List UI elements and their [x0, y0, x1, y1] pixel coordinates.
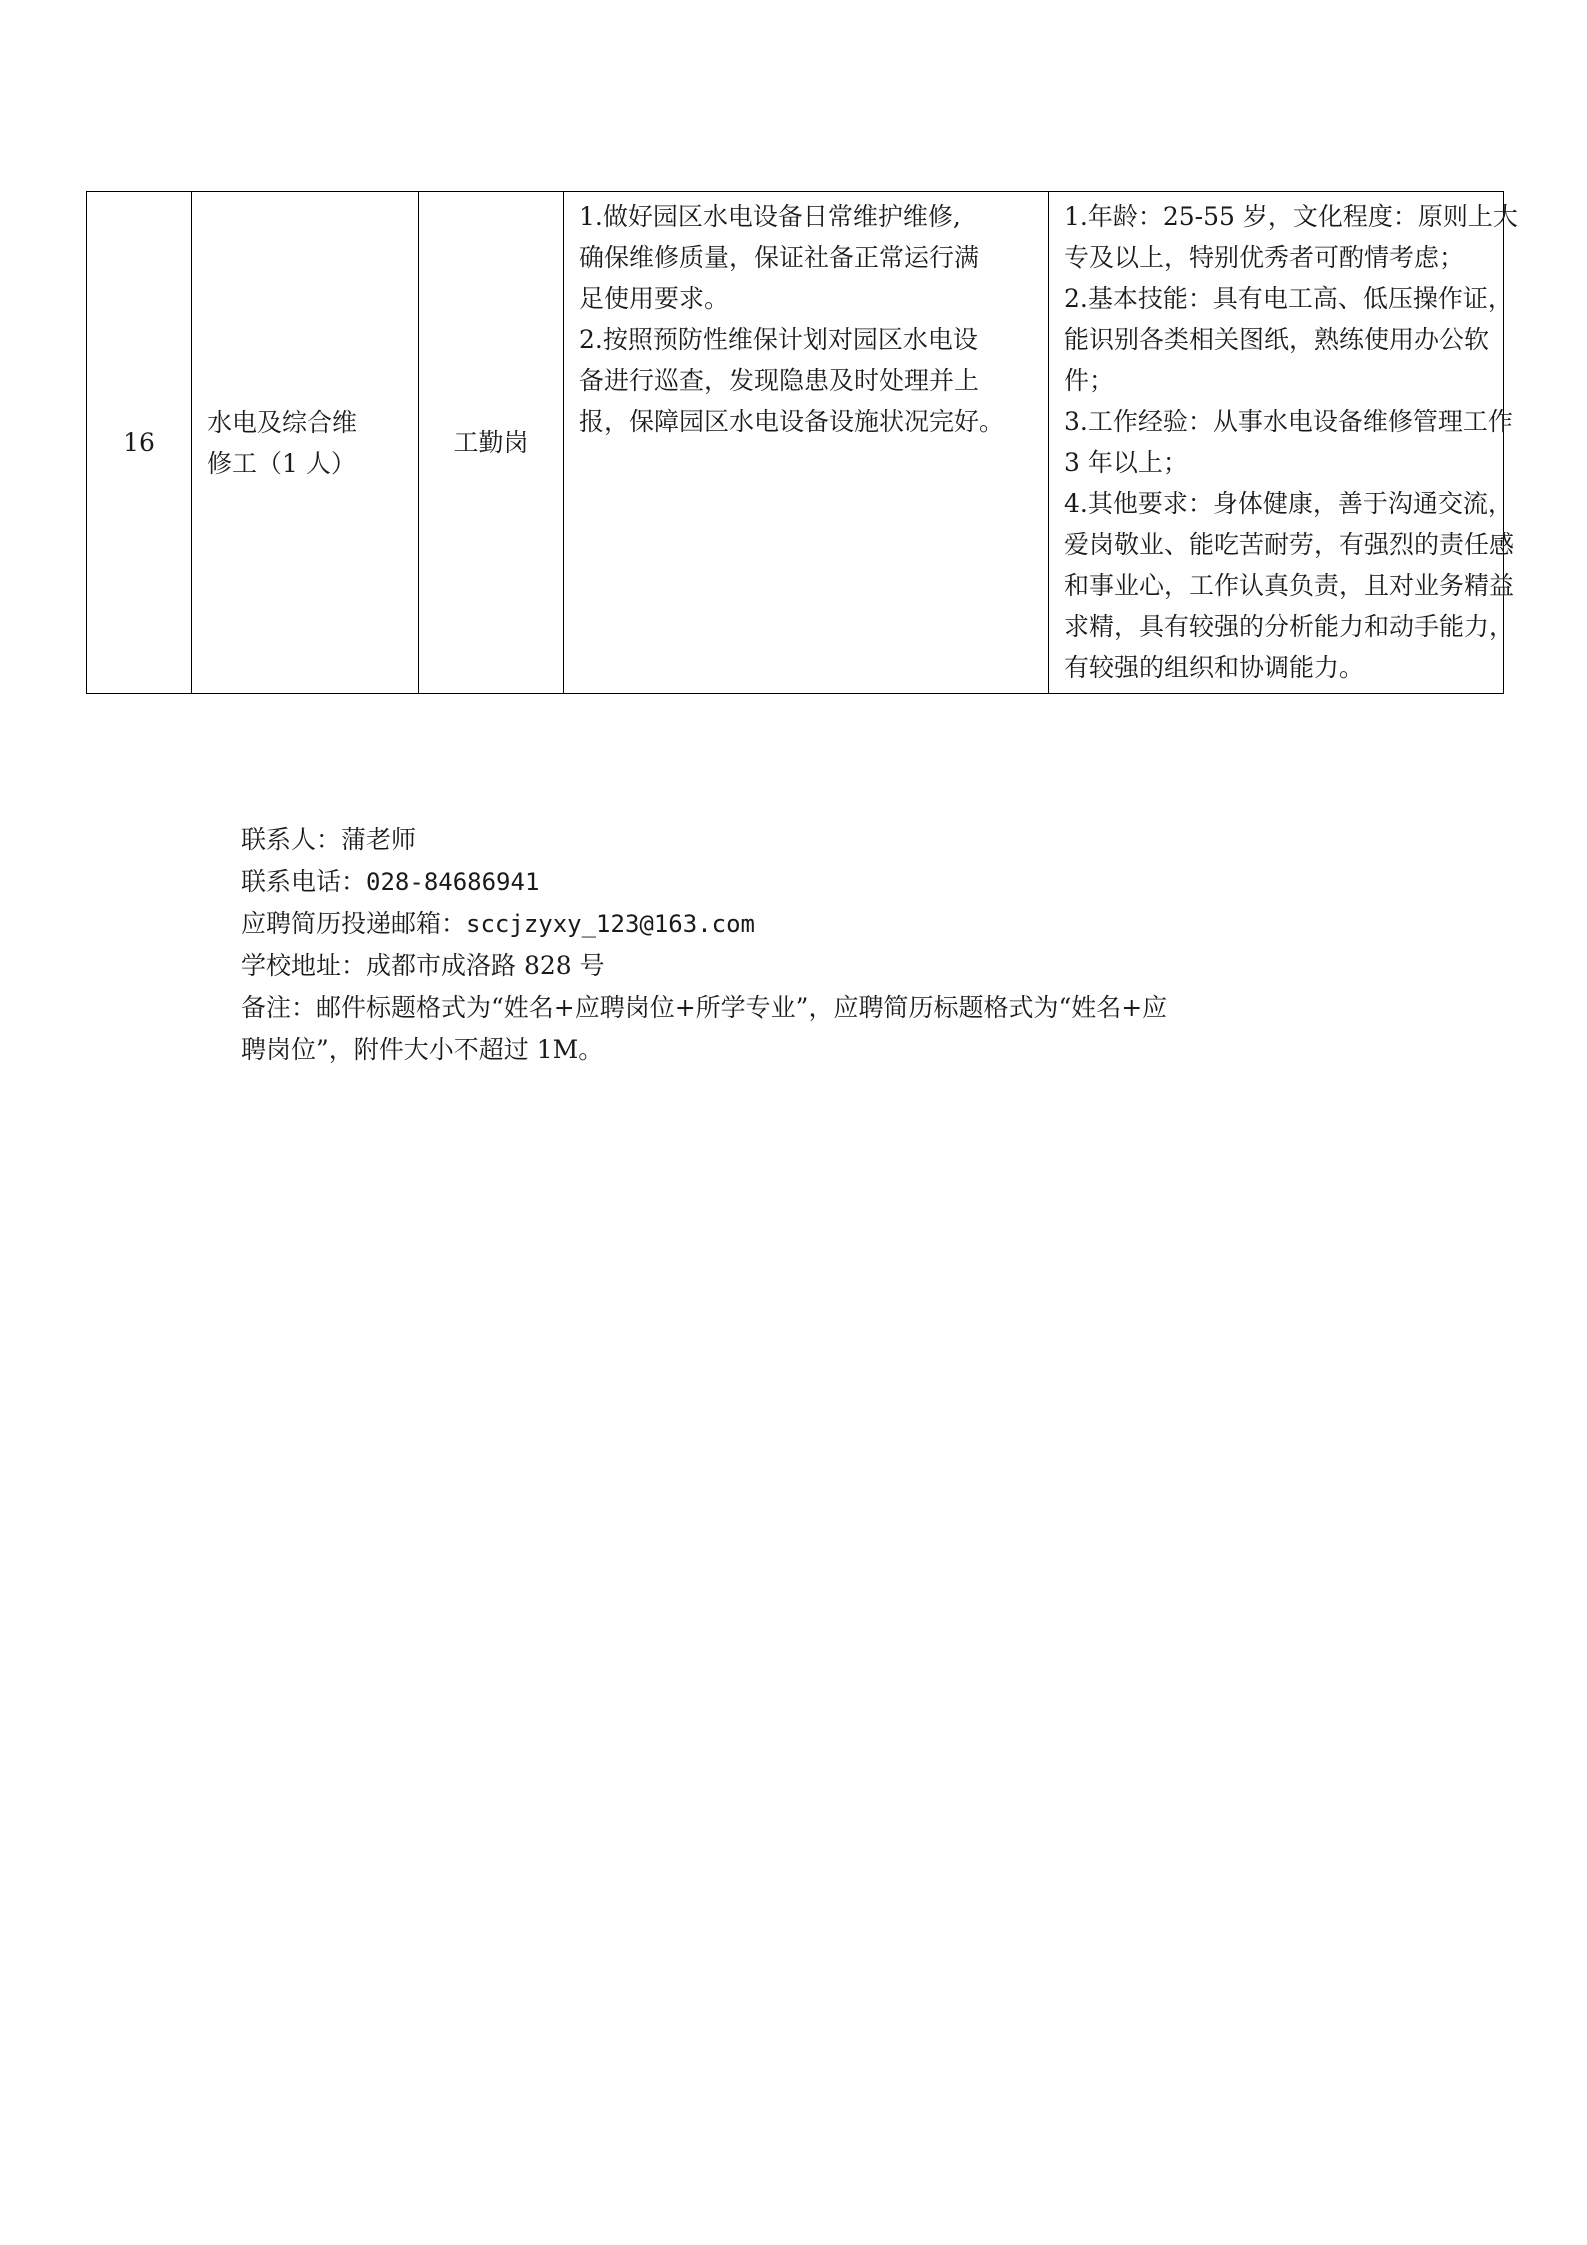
recruitment-table	[86, 191, 1518, 694]
position-line: 水电及综合维	[207, 407, 358, 437]
requirement-line: 和事业心，工作认真负责，且对业务精益	[1064, 571, 1515, 600]
requirement-line: 4.其他要求：身体健康，善于沟通交流，	[1064, 489, 1513, 518]
requirement-line: 有较强的组织和协调能力。	[1064, 653, 1365, 682]
school-address-value: 成都市成洛路 828 号	[366, 951, 605, 980]
contact-person-label: 联系人：	[241, 825, 342, 854]
contact-email-label: 应聘简历投递邮箱：	[241, 909, 467, 938]
school-address-label: 学校地址：	[241, 951, 367, 980]
requirement-line: 1.年龄：25-55 岁，文化程度：原则上大	[1064, 202, 1518, 231]
contact-info	[241, 819, 1167, 1071]
duty-line: 1.做好园区水电设备日常维护维修,	[579, 202, 961, 231]
contact-person-value: 蒲老师	[341, 825, 417, 854]
duty-line: 备进行巡查，发现隐患及时处理并上	[579, 366, 980, 395]
row-number: 16	[87, 192, 192, 694]
table-row	[87, 192, 1504, 694]
requirement-line: 专及以上，特别优秀者可酌情考虑；	[1064, 243, 1465, 272]
duty-line: 足使用要求。	[579, 284, 730, 313]
contact-person	[241, 819, 1167, 861]
requirement-line: 爱岗敬业、能吃苦耐劳，有强烈的责任感	[1064, 530, 1515, 559]
position-name	[192, 192, 419, 694]
note-line: 聘岗位”，附件大小不超过 1M。	[241, 1035, 604, 1064]
requirement-line: 件；	[1064, 366, 1115, 395]
requirement-line: 2.基本技能：具有电工高、低压操作证，	[1064, 284, 1513, 313]
requirement-line: 能识别各类相关图纸，熟练使用办公软	[1064, 325, 1490, 354]
note-line: 备注：邮件标题格式为“姓名+应聘岗位+所学专业”，应聘简历标题格式为“姓名+应	[241, 993, 1168, 1022]
requirement-line: 3.工作经验：从事水电设备维修管理工作	[1064, 407, 1513, 436]
contact-email-value: sccjzyxy_123@163.com	[466, 910, 755, 938]
contact-phone	[241, 861, 1167, 903]
requirement-line: 求精，具有较强的分析能力和动手能力，	[1064, 612, 1515, 641]
contact-phone-value: 028-84686941	[366, 868, 540, 896]
job-duties	[564, 192, 1049, 694]
position-category: 工勤岗	[419, 192, 564, 694]
contact-email	[241, 903, 1167, 945]
contact-phone-label: 联系电话：	[241, 867, 367, 896]
duty-line: 报，保障园区水电设备设施状况完好。	[579, 407, 1005, 436]
job-requirements	[1049, 192, 1518, 694]
duty-line: 确保维修质量，保证社备正常运行满	[579, 243, 980, 272]
position-line: 修工（1 人）	[207, 448, 356, 478]
duty-line: 2.按照预防性维保计划对园区水电设	[579, 325, 978, 354]
requirement-line: 3 年以上；	[1064, 448, 1188, 477]
school-address	[241, 945, 1167, 987]
